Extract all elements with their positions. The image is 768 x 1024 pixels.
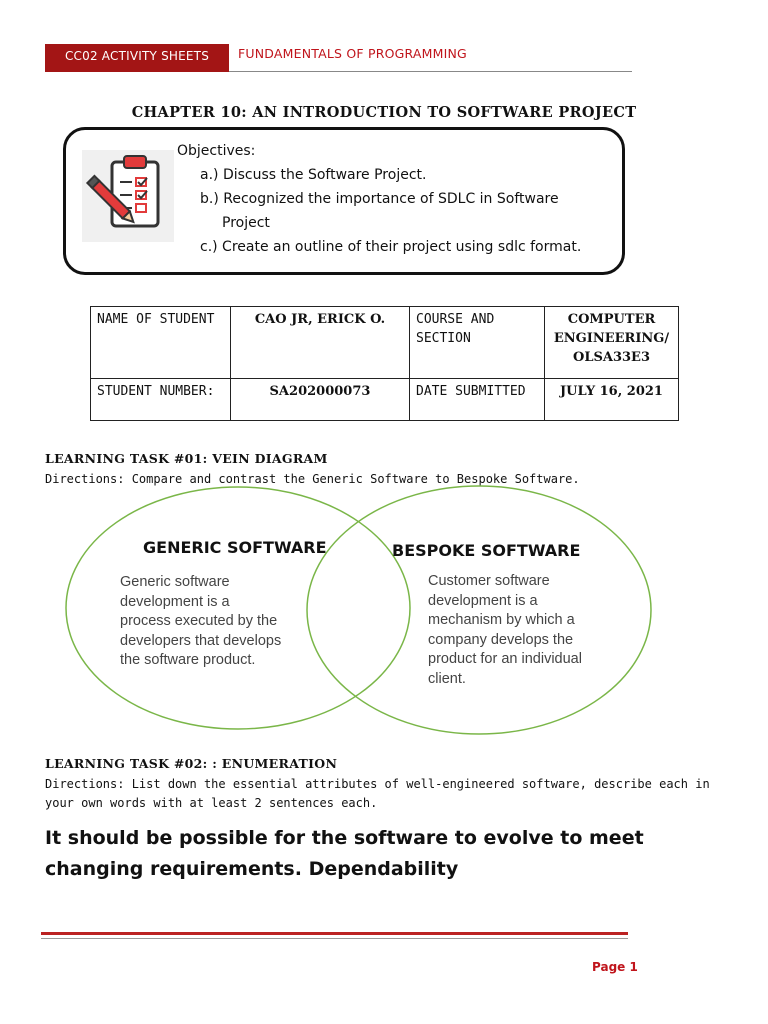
name-label: NAME OF STUDENT	[91, 307, 231, 379]
student-number: SA202000073	[231, 379, 410, 421]
student-name: CAO JR, ERICK O.	[231, 307, 410, 379]
objective-b: b.) Recognized the importance of SDLC in Software	[200, 191, 559, 207]
chapter-title-text: CHAPTER 10: AN INTRODUCTION TO SOFTWARE PROJECT	[131, 104, 637, 121]
course-label: COURSE AND SECTION	[410, 307, 545, 379]
page-number: Page 1	[592, 960, 638, 974]
generic-line: process executed by the	[120, 613, 278, 629]
bespoke-line: mechanism by which a	[428, 612, 575, 628]
date-label: DATE SUBMITTED	[410, 379, 545, 421]
generic-line: the software product.	[120, 652, 256, 668]
task1-heading: LEARNING TASK #01: VEIN DIAGRAM	[45, 451, 328, 466]
generic-software-description	[120, 573, 281, 671]
bespoke-line: product for an individual	[428, 651, 582, 667]
student-number-label: STUDENT NUMBER:	[91, 379, 231, 421]
generic-line: development is a	[120, 593, 230, 610]
bespoke-line: company develops the	[428, 631, 574, 648]
objective-b-continued: Project	[222, 215, 270, 231]
header-title: FUNDAMENTALS OF PROGRAMMING	[238, 46, 467, 61]
task2-heading: LEARNING TASK #02: : ENUMERATION	[45, 756, 338, 771]
bespoke-line: development is a	[428, 592, 538, 609]
objective-a: a.) Discuss the Software Project.	[200, 167, 427, 183]
bespoke-line: client.	[428, 670, 466, 687]
generic-software-title: GENERIC SOFTWARE	[143, 538, 327, 557]
header-tag: CC02 ACTIVITY SHEETS	[45, 44, 229, 72]
answer-text: It should be possible for the software to evolve to meet changing requirements. Dependability	[45, 827, 644, 880]
footer-rule	[41, 932, 628, 935]
objective-c: c.) Create an outline of their project using sdlc format.	[200, 239, 582, 255]
course-section: COMPUTER ENGINEERING/ OLSA33E3	[545, 307, 679, 379]
bespoke-software-description	[428, 572, 582, 689]
footer-rule-thin	[41, 938, 628, 939]
date-submitted: JULY 16, 2021	[545, 379, 679, 421]
generic-line: developers that develops	[120, 632, 282, 649]
bespoke-software-title: BESPOKE SOFTWARE	[392, 541, 581, 560]
task1-directions: Directions: Compare and contrast the Generic Software to Bespoke Software.	[45, 472, 580, 486]
objectives-heading: Objectives:	[177, 143, 256, 159]
generic-line: Generic software	[120, 574, 230, 590]
task2-directions: Directions: List down the essential attributes of well-engineered software, describe each in your own words with at least 2 sentences each.	[45, 777, 710, 810]
bespoke-line: Customer software	[428, 573, 550, 589]
